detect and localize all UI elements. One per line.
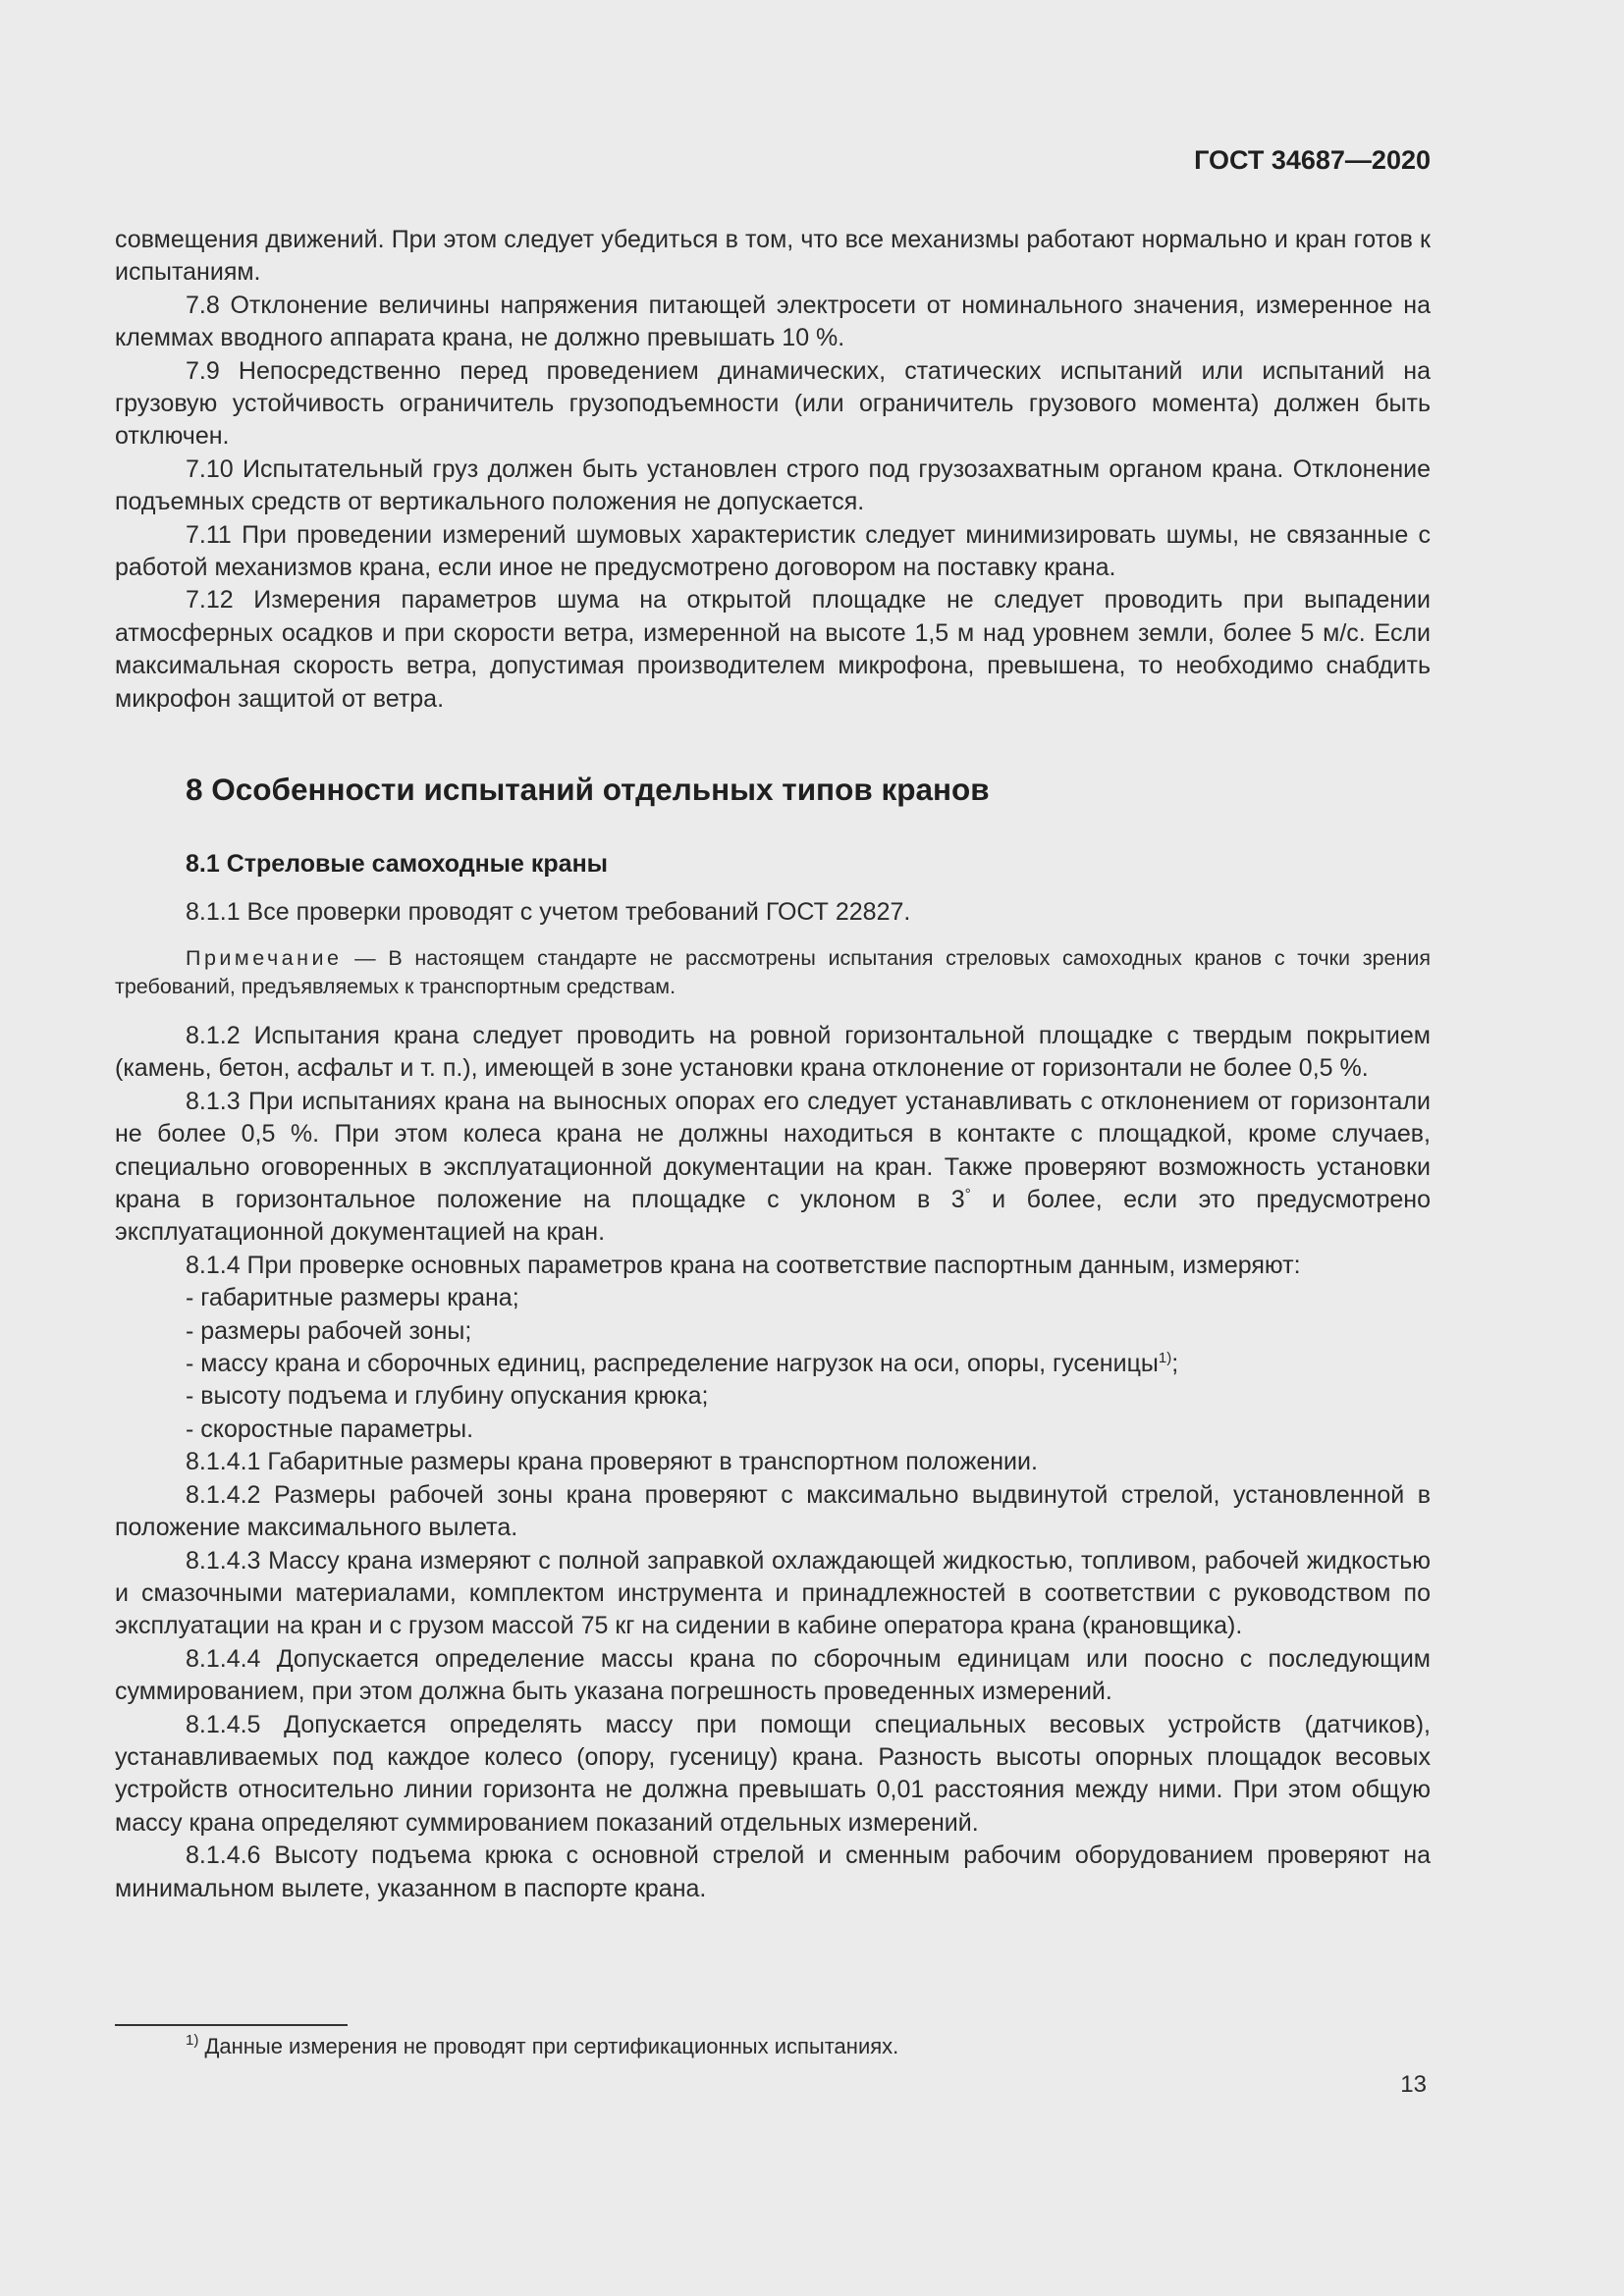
paragraph-8-1-4-6: 8.1.4.6 Высоту подъема крюка с основной стрелой и сменным рабочим оборудованием проверяют на минимальном вылете, указанном в паспорте крана.: [115, 1842, 1431, 1902]
paragraph-8-1-3: [115, 1086, 1431, 1250]
note-label: Примечание: [186, 946, 343, 970]
paragraph-8-1-4-4: 8.1.4.4 Допускается определение массы крана по сборочным единицам или поосно с последующим суммированием, при этом должна быть указана погрешность проведенных измерений.: [115, 1644, 1431, 1706]
paragraph-8-1-1-block: [115, 896, 1431, 929]
paragraph-7-12: 7.12 Измерения параметров шума на открытой площадке не следует проводить при выпадении атмосферных осадков и при скорости ветра, измеренной на высоте 1,5 м над уровнем земли, более 5 м/с. Если максимальная скорость ветра, допустимая производителем микрофона, превышена, то необходимо снабдить микрофон защитой от ветра.: [115, 586, 1431, 713]
paragraph-8-1-4-3: 8.1.4.3 Массу крана измеряют с полной заправкой охлаждающей жидкостью, топливом, рабочей жидкостью и смазочными материалами, комплектом инструмента и принадлежностей в соответствии с руководством по эксплуатации на кран и с грузом массой 75 кг на сидении в кабине оператора крана (крановщика).: [115, 1546, 1431, 1640]
paragraph-7-9: 7.9 Непосредственно перед проведением динамических, статических испытаний или испытаний на грузовую устойчивость ограничитель грузоподъемности (или ограничитель грузового момента) должен быть отключен.: [115, 356, 1431, 451]
note-text: — В настоящем стандарте не рассмотрены испытания стреловых самоходных кранов с точки зрения требований, предъявляемых к транспортным средствам.: [115, 946, 1431, 998]
page-number: 13: [1400, 2071, 1427, 2098]
section-8-heading: 8 Особенности испытаний отдельных типов кранов: [186, 772, 990, 807]
paragraph-8-1-4: 8.1.4 При проверке основных параметров крана на соответствие паспортным данным, измеряют:: [186, 1251, 1301, 1279]
paragraph-8-1-4-2: 8.1.4.2 Размеры рабочей зоны крана проверяют с максимально выдвинутой стрелой, установленной в положение максимального вылета.: [115, 1480, 1431, 1542]
footnote-ref: 1): [1158, 1350, 1172, 1367]
footnote-text: Данные измерения не проводят при сертификационных испытаниях.: [198, 2034, 899, 2058]
paragraph-8-1-4-1: 8.1.4.1 Габаритные размеры крана проверяют в транспортном положении.: [186, 1448, 1038, 1476]
footnote-mark: 1): [186, 2032, 199, 2049]
section-7-text: [115, 224, 1431, 716]
paragraph-8-1-3-text: 8.1.3 При испытаниях крана на выносных опорах его следует устанавливать с отклонением от горизонтали не более 0,5 %. При этом колеса крана не должны находиться в контакте с площадкой, кроме случаев, специально оговоренных в эксплуатационной документации на кран. Также проверяют возможность установки крана в горизонтальное положение на площадке с уклоном в 3: [115, 1087, 1431, 1214]
list-item-end: ;: [1171, 1350, 1179, 1378]
list-item-text: - массу крана и сборочных единиц, распределение нагрузок на оси, опоры, гусеницы: [186, 1350, 1159, 1378]
paragraph-8-1-2: 8.1.2 Испытания крана следует проводить на ровной горизонтальной площадке с твердым покрытием (камень, бетон, асфальт и т. п.), имеющей в зоне установки крана отклонение от горизонтали не более 0,5 %.: [115, 1022, 1431, 1083]
paragraph-8-1-3-end: и более, если это предусмотрено эксплуатационной документацией на кран.: [115, 1186, 1431, 1247]
list-item: - скоростные параметры.: [186, 1415, 474, 1443]
note-block: [115, 944, 1431, 1001]
paragraph-8-1-4-5: 8.1.4.5 Допускается определять массу при помощи специальных весовых устройств (датчиков), устанавливаемых под каждое колесо (опору, гусеницу) крана. Разность высоты опорных площадок весовых устройств относительно линии горизонта не должна превышать 0,01 расстояния между ними. При этом общую массу крана определяют суммированием показаний отдельных измерений.: [115, 1710, 1431, 1837]
list-item: [115, 1348, 1431, 1380]
paragraph-7-11: 7.11 При проведении измерений шумовых характеристик следует минимизировать шумы, не связанные с работой механизмов крана, если иное не предусмотрено договором на поставку крана.: [115, 520, 1431, 582]
list-item: - габаритные размеры крана;: [186, 1284, 519, 1312]
section-8-1-text: [115, 1020, 1431, 1905]
footnote: [186, 2032, 898, 2061]
document-header: ГОСТ 34687—2020: [1194, 145, 1431, 175]
paragraph-7-8: 7.8 Отклонение величины напряжения питающей электросети от номинального значения, измеренное на клеммах вводного аппарата крана, не должно превышать 10 %.: [115, 291, 1431, 352]
degree-sign: °: [964, 1186, 971, 1203]
paragraph-continuation: совмещения движений. При этом следует убедиться в том, что все механизмы работают нормально и кран готов к испытаниям.: [115, 226, 1431, 287]
list-item: - размеры рабочей зоны;: [186, 1316, 472, 1345]
paragraph-7-10: 7.10 Испытательный груз должен быть установлен строго под грузозахватным органом крана. Отклонение подъемных средств от вертикального положения не допускается.: [115, 454, 1431, 516]
footnote-divider: [115, 2024, 348, 2026]
list-item: - высоту подъема и глубину опускания крюка;: [186, 1382, 709, 1411]
section-8-1-heading: 8.1 Стреловые самоходные краны: [186, 850, 609, 878]
paragraph-8-1-1: 8.1.1 Все проверки проводят с учетом требований ГОСТ 22827.: [186, 898, 911, 926]
